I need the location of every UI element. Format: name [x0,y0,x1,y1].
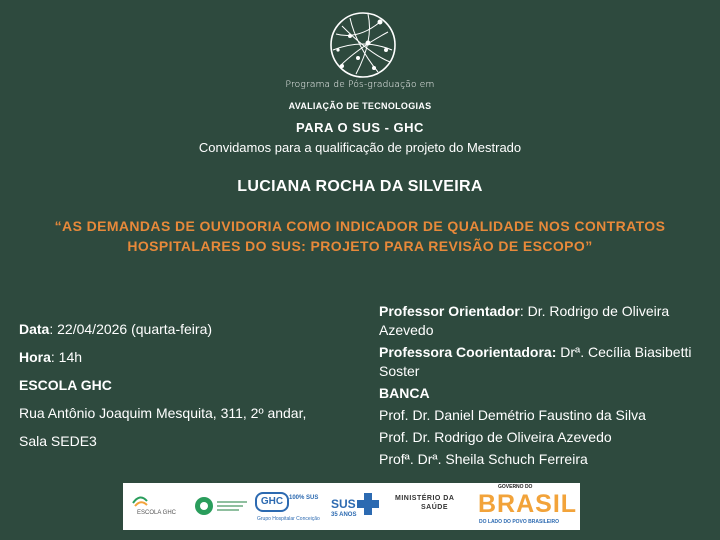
address-line: Rua Antônio Joaquim Mesquita, 311, 2º andar, [19,405,307,421]
ghc-100-sus: 100% SUS [289,495,319,501]
program-line-2: AVALIAÇÃO DE TECNOLOGIAS [288,101,432,111]
committee-details [379,302,709,472]
partner-seal-icon [193,495,215,517]
ministerio-line-2: SAÚDE [421,504,449,511]
time-value: : 14h [50,349,83,365]
program-line-3: PARA O SUS - GHC [296,120,424,135]
banca-label: BANCA [379,385,430,401]
partner-text-icon [217,499,251,513]
ministerio-line-1: MINISTÉRIO DA [395,495,455,502]
gov-brasil: BRASIL [478,490,578,518]
date-row [19,315,364,343]
school-name: ESCOLA GHC [19,377,112,393]
ghc-subtitle: Grupo Hospitalar Conceição [257,516,320,522]
program-logo-icon [328,10,398,80]
advisor-label: Professor Orientador [379,303,520,319]
room-line: Sala SEDE3 [19,433,97,449]
sus-cross-icon [357,493,379,515]
coadvisor-row [379,343,709,381]
coadvisor-label: Professora Coorientadora: [379,344,557,360]
footer-logos [123,483,580,530]
event-details [19,315,364,455]
escola-ghc-icon [131,491,149,509]
program-line-1: Programa de Pós-graduação em [285,80,435,90]
advisor-value: : Dr. Rodrigo de Oliveira Azevedo [379,303,670,338]
gov-bottom: DO LADO DO POVO BRASILEIRO [479,519,560,525]
date-label: Data [19,321,50,337]
ghc-logo: GHC [255,492,289,512]
escola-ghc-logo: ESCOLA GHC [137,510,177,516]
time-label: Hora [19,349,51,365]
thesis-title: “AS DEMANDAS DE OUVIDORIA COMO INDICADOR DE QUALIDADE NOS CONTRATOS HOSPITALARES DO SUS: PROJETO PARA REVISÃO DE ESCOPO” [54,218,666,254]
coadvisor-value: Drª. Cecília Biasibetti Soster [379,344,692,379]
gov-top: GOVERNO DO [498,484,533,490]
advisor-row [379,302,709,340]
sus-logo: SUS [331,497,356,511]
student-name: LUCIANA ROCHA DA SILVEIRA [237,178,483,195]
banca-member: Prof. Dr. Daniel Demétrio Faustino da Silva [379,407,646,423]
invitation-text: Convidamos para a qualificação de projeto do Mestrado [198,140,522,155]
sus-35-anos: 35 ANOS [331,512,357,518]
banca-member: Profª. Drª. Sheila Schuch Ferreira [379,451,588,467]
banca-member: Prof. Dr. Rodrigo de Oliveira Azevedo [379,429,612,445]
time-row [19,343,364,371]
date-value: : 22/04/2026 (quarta-feira) [49,321,213,337]
